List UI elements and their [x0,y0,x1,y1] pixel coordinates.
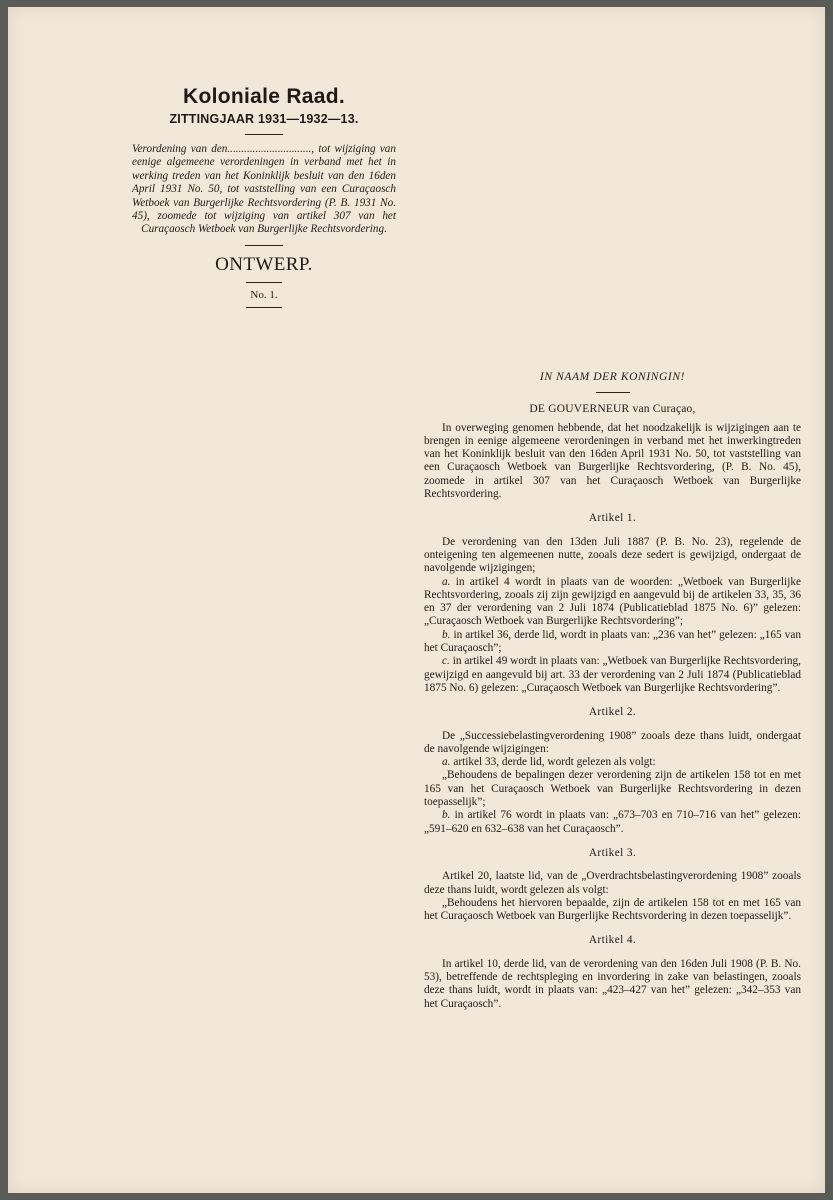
article-1-heading: Artikel 1. [588,512,637,525]
invocation: IN NAAM DER KONINGIN! [539,371,686,383]
preamble: In overweging genomen hebbende, dat het noodzakelijk is wijzigingen aan te brengen in eenige algemeene verordeningen in verband met het inwerkingtreden van het Koninklijk besluit van den 16den April 1931 No. 50, tot vaststelling van een Curaçaosch Wetboek van Burgerlijke Rechtsvordering, (P. B. No. 45), zoomede in artikel 307 van het Curaçaosch Wetboek van Burgerlijke Rechtsvordering. [424,421,801,501]
item-label: c. [442,655,450,668]
article-2-heading: Artikel 2. [588,706,637,719]
council-title: Koloniale Raad. [182,85,346,108]
item-text: artikel 33, derde lid, wordt gelezen als volgt: [453,756,656,769]
item-text: in artikel 4 wordt in plaats van de woorden: „Wetboek van Burgerlijke Rechtsvordering, zooals zij zijn gewijzigd en aangevuld bij de artikelen 33, 35, 36 en 37 der verordening van 2 Juli 1874 (Publicatieblad 1875 No. 6)” gelezen: „Curaçaosch Wetboek van Burgerlijke Rechtsvordering”; [424,575,801,628]
divider [596,392,630,393]
document-page [8,7,825,1193]
divider [246,282,282,283]
article-3-quote: „Behoudens het hiervoren bepaalde, zijn de artikelen 158 tot en met 165 van het Curaçaosch Wetboek van Burgerlijke Rechtsvordering in dezen toepasselijk”. [424,896,801,923]
item-text: in artikel 49 wordt in plaats van: „Wetboek van Burgerlijke Rechtsvordering, gewijzigd en aangevuld bij art. 33 der verordening van 2 Juli 1874 (Publicatieblad 1875 No. 6) gelezen: „Curaçaosch Wetboek van Burgerlijke Rechtsvordering”. [424,655,801,694]
divider [246,307,282,308]
article-1-item-a [424,576,801,629]
ordinance-body [424,371,801,1011]
article-1-item-c [424,655,801,695]
governor-heading: DE GOUVERNEUR van Curaçao, [529,403,696,416]
article-1-item-b [424,629,801,656]
article-1-intro: De verordening van den 13den Juli 1887 (P. B. No. 23), regelende de onteigening ten algemeenen nutte, zooals deze sedert is gewijzigd, ondergaat de navolgende wijzigingen; [424,535,801,575]
header-block [130,85,398,314]
article-2-quote: „Behoudens de bepalingen dezer verordening zijn de artikelen 158 tot en met 165 van het Curaçaosch Wetboek van Burgerlijke Rechtsvordering in dezen toepasselijk”; [424,769,801,809]
article-2-item-b [424,809,801,836]
ordinance-description: Verordening van den.............................., tot wijziging van eenige algemeene verordeningen in verband met het in werking treden van het Koninklijk besluit van den 16den April 1931 No. 50, tot vaststelling van een Curaçaosch Wetboek van Burgerlijke Rechtsvordering (P. B. 1931 No. 45), zoomede tot wijziging van artikel 307 van het Curaçaosch Wetboek van Burgerlijke Rechtsvordering. [132,143,396,236]
article-4-heading: Artikel 4. [588,934,637,947]
item-label: b. [442,628,451,641]
divider [245,134,283,135]
article-2-intro: De „Successiebelastingverordening 1908” zooals deze thans luidt, ondergaat de navolgende wijzigingen: [424,729,801,755]
item-text: in artikel 76 wordt in plaats van: „673–703 en 710–716 van het” gelezen: „591–620 en 632–638 van het Curaçaosch”. [424,809,801,835]
article-3-intro: Artikel 20, laatste lid, van de „Overdrachtsbelastingverordening 1908” zooals deze thans luidt, wordt gelezen als volgt: [424,870,801,896]
draft-label: ONTWERP. [215,253,313,275]
document-number: No. 1. [250,288,278,301]
session-year: ZITTINGJAAR 1931—1932—13. [169,112,359,126]
article-2-item-a [424,756,801,769]
item-label: a. [442,756,451,769]
article-3-heading: Artikel 3. [588,846,637,859]
item-label: a. [442,575,451,588]
article-4-text: In artikel 10, derde lid, van de verordening van den 16den Juli 1908 (P. B. No. 53), betreffende de rechtspleging en invordering in zake van belastingen, zooals deze thans luidt, wordt in plaats van: „423–427 van het” gelezen: „342–353 van het Curaçaosch”. [424,957,801,1010]
item-text: in artikel 36, derde lid, wordt in plaats van: „236 van het” gelezen: „165 van het Curaçaosch”; [424,628,801,655]
divider [245,245,283,246]
item-label: b. [442,809,451,822]
